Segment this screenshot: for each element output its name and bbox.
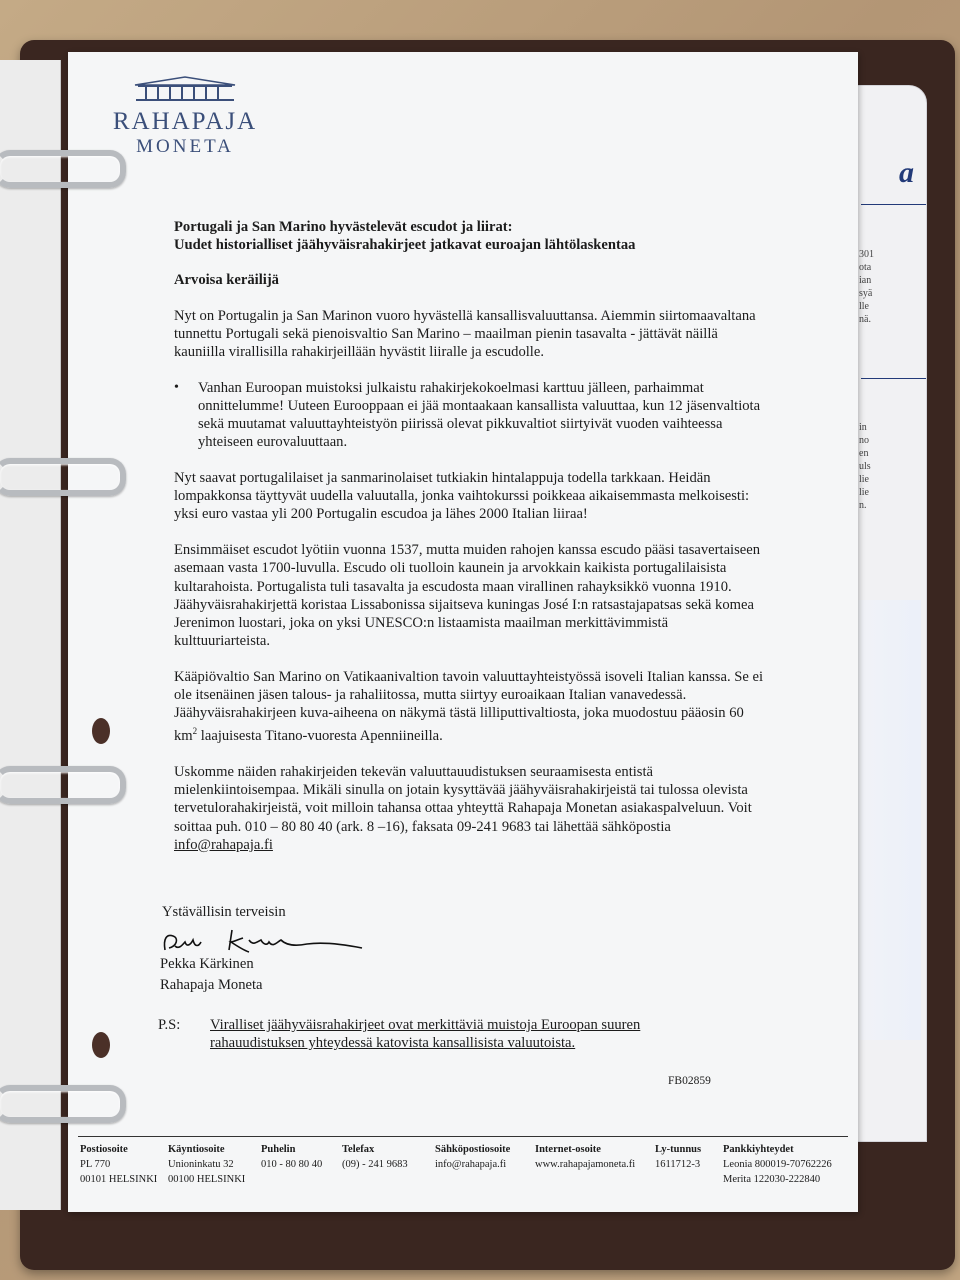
footer-value: 00100 HELSINKI bbox=[168, 1174, 246, 1185]
signer-name: Pekka Kärkinen bbox=[160, 956, 254, 972]
signer-company: Rahapaja Moneta bbox=[160, 977, 263, 993]
footer-value: Unioninkatu 32 bbox=[168, 1159, 234, 1170]
footer-label: Telefax bbox=[342, 1144, 375, 1155]
rahapaja-logo bbox=[100, 75, 270, 158]
footer-column bbox=[435, 1142, 510, 1172]
paragraph: Ensimmäiset escudot lyötiin vuonna 1537, mutta muiden rahojen kanssa escudo pääsi tasavertaiseen asemaan vasta 1700-luvulla. Escudo oli tuolloin kaunein ja arvokkain kaikista portugalilaisista kultarahoista. Portugalista tuli tasavalta ja escudosta maan virallinen rahayksikkö vuonna 1910. Jäähyväisrahakirjettä koristaa Lissabonissa sijaitseva kuningas José I:n ratsastajapatsas sekä komea Jerenimon luostari, joka on yksi UNESCO:n listaamista maailman merkittävimmistä kulttuuriarteista. bbox=[174, 542, 761, 650]
binder-ring bbox=[0, 766, 126, 804]
footer-column bbox=[655, 1142, 701, 1172]
letter-headline bbox=[174, 218, 764, 254]
footer-value: (09) - 241 9683 bbox=[342, 1159, 408, 1170]
footer-value: Leonia 800019-70762226 bbox=[723, 1159, 832, 1170]
paragraph bbox=[174, 763, 764, 854]
ps-label: P.S: bbox=[158, 1017, 181, 1033]
signer-block bbox=[160, 954, 263, 996]
binder-ring bbox=[0, 458, 126, 496]
headline-line: Uudet historialliset jäähyväisrahakirjeet jatkavat euroajan lähtölaskentaa bbox=[174, 237, 636, 254]
paragraph bbox=[174, 668, 764, 746]
left-binder-page bbox=[0, 60, 61, 1210]
bullet-item bbox=[174, 379, 764, 452]
paragraph-text: laajuisesta Titano-vuoresta Apenniineilla. bbox=[197, 728, 443, 745]
footer-column bbox=[261, 1142, 322, 1172]
paragraph: Nyt on Portugalin ja San Marinon vuoro hyvästellä kansallisvaluuttansa. Aiemmin siirtomaavaltana tunnettu Portugali sekä pienoisvaltio San Marino – maailman pienin tasavalta - jättävät näillä kauniilla virallisilla rahakirjeillään hyvästit liiralle ja escudolle. bbox=[174, 307, 756, 361]
footer-divider bbox=[78, 1136, 848, 1137]
divider bbox=[861, 204, 926, 205]
footer-column bbox=[535, 1142, 635, 1172]
logo-name: RAHAPAJA bbox=[112, 108, 258, 135]
footer-label: Käyntiosoite bbox=[168, 1144, 225, 1155]
divider bbox=[861, 378, 926, 379]
background-sheet-title: a bbox=[899, 156, 914, 189]
paragraph-text: Uskomme näiden rahakirjeiden tekevän valuuttauudistuksen seuraamisesta entistä mielenkiintoisempaa. Mikäli sinulla on jotain kysyttävää jäähyväisrahakirjeistä tai tulossa olevista tervetulorahakirjeistä, voit milloin tahansa ottaa yhteyttä Rahapaja Monetan asiakaspalveluun. Voit soittaa puh. 010 – 80 80 40 (ark. 8 –16), faksata 09-241 9683 tai lähettää sähköpostia bbox=[174, 764, 752, 835]
closing: Ystävällisin terveisin bbox=[162, 904, 286, 920]
logo-subtitle: MONETA bbox=[136, 136, 234, 157]
punch-hole bbox=[92, 1032, 110, 1058]
footer-label: Sähköpostiosoite bbox=[435, 1144, 511, 1155]
building-icon bbox=[130, 75, 240, 101]
bullet-icon: • bbox=[174, 379, 179, 395]
email-link[interactable]: info@rahapaja.fi bbox=[174, 836, 273, 853]
footer-value: info@rahapaja.fi bbox=[435, 1159, 507, 1170]
footer-value: Merita 122030-222840 bbox=[723, 1174, 821, 1185]
footer-label: Pankkiyhteydet bbox=[723, 1144, 794, 1155]
bullet-text: Vanhan Euroopan muistoksi julkaistu rahakirjekokoelmasi karttuu jälleen, parhaimmat onnittelumme! Uuteen Eurooppaan ei jää montaakaan kansallista valuuttaa, kun 12 jäsenvaltiota sekä muutamat valuuttayhteistyön piirissä olevat pikkuvaltiot siirtyivät vuoden vaihteessa yhteiseen eurovaluuttaan. bbox=[198, 379, 761, 451]
postscript bbox=[158, 1016, 720, 1052]
footer-column bbox=[723, 1142, 832, 1187]
binder-ring bbox=[0, 1085, 126, 1123]
paragraph-text: Kääpiövaltio San Marino on Vatikaanivaltion tavoin valuuttayhteistyössä isoveli Italian kanssa. Se ei ole itsenäinen jäsen talous- ja rahaliitossa, mutta siirtyy euroaikaan Italian vanavedessä. Jäähyväisrahakirjeen kuva-aiheena on näkymä tästä lilliputtivaltiosta, joka muodostuu pääosin 60 km bbox=[174, 668, 764, 745]
footer-value: 010 - 80 80 40 bbox=[261, 1159, 323, 1170]
reference-code: FB02859 bbox=[668, 1075, 711, 1087]
footer-label: Ly-tunnus bbox=[655, 1144, 702, 1155]
footer-label: Puhelin bbox=[261, 1144, 296, 1155]
headline-line: Portugali ja San Marino hyvästelevät escudot ja liirat: bbox=[174, 219, 513, 235]
letter-body bbox=[174, 218, 764, 872]
footer-label: Postiosoite bbox=[80, 1144, 128, 1155]
footer-label: Internet-osoite bbox=[535, 1144, 601, 1155]
ps-text: Viralliset jäähyväisrahakirjeet ovat merkittäviä muistoja Euroopan suuren rahauudistuksen yhteydessä katovista kansallisista valuutoista. bbox=[210, 1017, 641, 1051]
superscript: 2 bbox=[192, 726, 198, 737]
paragraph: Nyt saavat portugalilaiset ja sanmarinolaiset tutkiakin hintalappuja todella tarkkaan. Heidän lompakkonsa täyttyvät uudella valuutalla, jonka vaihtokurssi poikkeaa aikaisemmasta melkoisesti: yksi euro vastaa yli 200 Portugalin escudoa ja lähes 2000 Italian liiraa! bbox=[174, 470, 750, 523]
salutation: Arvoisa keräilijä bbox=[174, 272, 279, 289]
footer-value: 00101 HELSINKI bbox=[80, 1174, 158, 1185]
footer-value: PL 770 bbox=[80, 1159, 111, 1170]
footer-column bbox=[342, 1142, 408, 1172]
footer-column bbox=[168, 1142, 245, 1187]
background-sheet-text: 301 ota ian syä lle nä. bbox=[859, 249, 874, 325]
footer-value: www.rahapajamoneta.fi bbox=[535, 1159, 636, 1170]
footer-value: 1611712-3 bbox=[655, 1159, 701, 1170]
footer-column bbox=[80, 1142, 157, 1187]
background-sheet-text: in no en uls lie lie n. bbox=[859, 422, 871, 511]
punch-hole bbox=[92, 718, 110, 744]
